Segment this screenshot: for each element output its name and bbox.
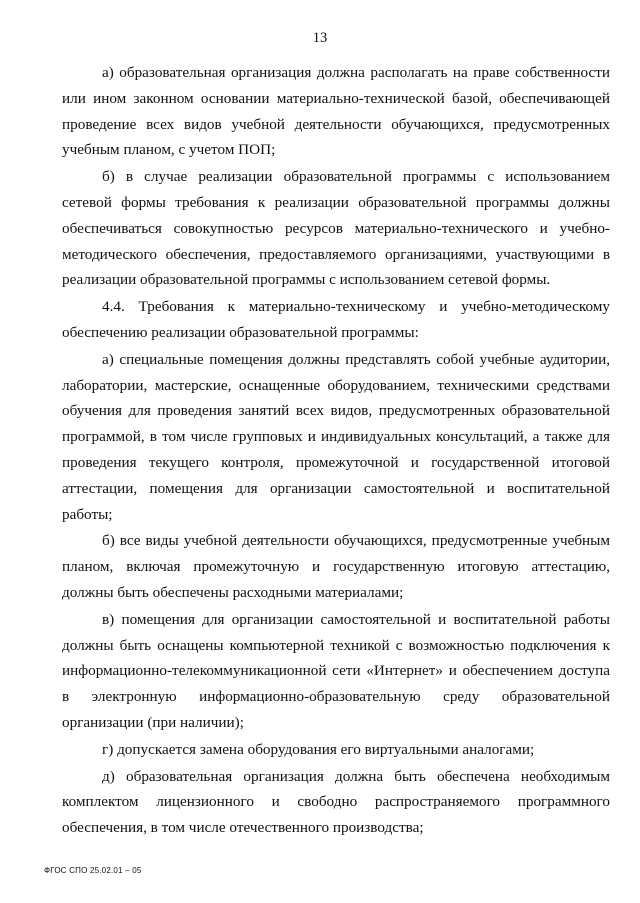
paragraph-g-virtual-analogs: г) допускается замена оборудования его виртуальными аналогами; — [102, 740, 535, 758]
paragraph-b-network-form: б) в случае реализации образовательной программы с использованием сетевой формы требования к реализации образовательной программы должны обеспечиваться совокупностью ресурсов материально-технического и учебно-методического обеспечения, предоставляемого организациями, участвующими в реализации образовательной программы с использованием сетевой формы. — [62, 168, 610, 289]
paragraph-v-computer-equipment: в) помещения для организации самостоятельной и воспитательной работы должны быть оснащены компьютерной техникой с возможностью подключения к информационно-телекоммуникационной сети «Интернет» и обеспечением доступа в электронную информационно-образовательную среду образовательной организации (при наличии); — [62, 610, 610, 731]
paragraph-a-material-base: а) образовательная организация должна располагать на праве собственности или ином законном основании материально-технической базой, обеспечивающей проведение всех видов учебной деятельности обучающихся, предусмотренных учебным планом, с учетом ПОП; — [62, 64, 610, 159]
paragraph-d-software: д) образовательная организация должна быть обеспечена необходимым комплектом лицензионного и свободно распространяемого программного обеспечения, в том числе отечественного производства; — [62, 767, 610, 837]
paragraph-a-special-rooms: а) специальные помещения должны представлять собой учебные аудитории, лаборатории, мастерские, оснащенные оборудованием, техническими средствами обучения для проведения занятий всех видов, предусмотренных образовательной программой, в том числе групповых и индивидуальных консультаций, а также для проведения текущего контроля, промежуточной и государственной итоговой аттестации, помещения для организации самостоятельной и воспитательной работы; — [62, 350, 610, 523]
document-code-footer: ФГОС СПО 25.02.01 – 05 — [44, 866, 142, 875]
section-4-4-heading: 4.4. Требования к материально-техническому и учебно-методическому обеспечению реализации образовательной программы: — [62, 298, 610, 341]
paragraph-b-consumables: б) все виды учебной деятельности обучающихся, предусмотренные учебным планом, включая промежуточную и государственную итоговую аттестацию, должны быть обеспечены расходными материалами; — [62, 532, 610, 601]
document-body — [62, 60, 610, 841]
page-number: 13 — [312, 30, 328, 46]
